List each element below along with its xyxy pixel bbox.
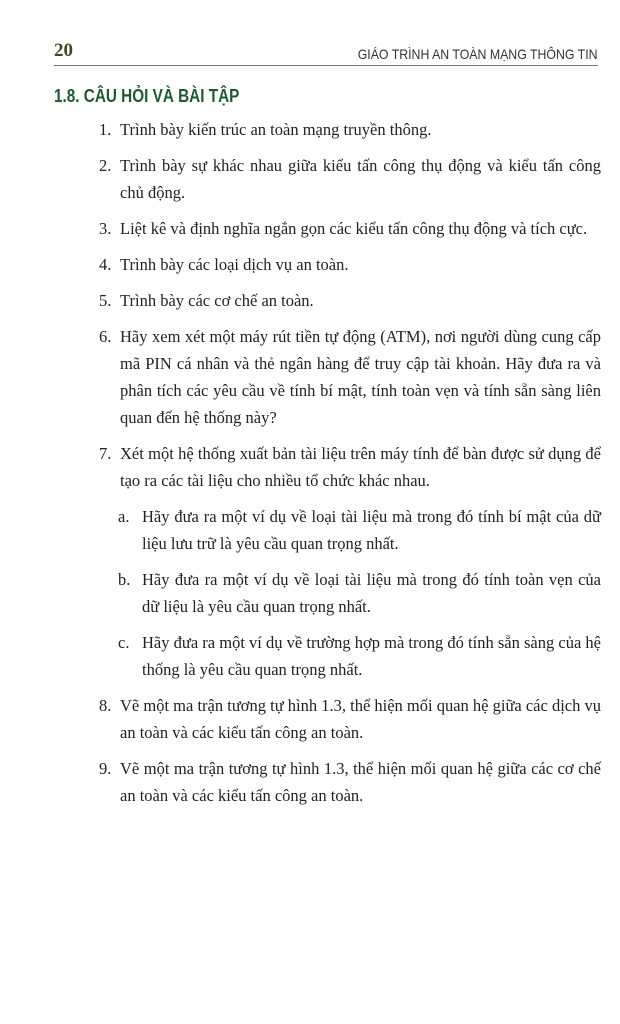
question-item — [101, 152, 601, 206]
sub-question-item — [120, 566, 601, 620]
question-text: Liệt kê và định nghĩa ngắn gọn các kiểu tấn công thụ động và tích cực. — [120, 219, 588, 238]
question-text: Xét một hệ thống xuất bản tài liệu trên máy tính để bàn được sử dụng để tạo ra các tài liệu cho nhiều tổ chức khác nhau. — [120, 444, 601, 490]
question-number: 8. — [99, 696, 112, 715]
question-text: Hãy xem xét một máy rút tiền tự động (ATM), nơi người dùng cung cấp mã PIN cá nhân và thẻ ngân hàng để truy cập tài khoản. Hãy đưa ra và phân tích các yêu cầu về tính bí mật, tính toàn vẹn và tính sẵn sàng liên quan đến hệ thống này? — [120, 327, 601, 427]
sub-question-list — [120, 503, 601, 683]
sub-question-letter: c. — [118, 633, 130, 652]
running-header — [54, 36, 598, 66]
question-text: Vẽ một ma trận tương tự hình 1.3, thể hiện mối quan hệ giữa các dịch vụ an toàn và các kiểu tấn công an toàn. — [120, 696, 601, 742]
question-number: 6. — [99, 327, 112, 346]
question-number: 4. — [99, 255, 112, 274]
question-item — [101, 755, 601, 809]
running-title: GIÁO TRÌNH AN TOÀN MẠNG THÔNG TIN — [358, 46, 598, 62]
question-item — [101, 692, 601, 746]
sub-question-text: Hãy đưa ra một ví dụ về loại tài liệu mà trong đó tính bí mật của dữ liệu lưu trữ là yêu cầu quan trọng nhất. — [142, 507, 601, 553]
question-number: 9. — [99, 759, 112, 778]
question-text: Vẽ một ma trận tương tự hình 1.3, thể hiện mối quan hệ giữa các cơ chế an toàn và các kiểu tấn công an toàn. — [120, 759, 601, 805]
sub-question-letter: b. — [118, 570, 131, 589]
sub-question-text: Hãy đưa ra một ví dụ về loại tài liệu mà trong đó tính toàn vẹn của dữ liệu là yêu cầu quan trọng nhất. — [142, 570, 601, 616]
question-text: Trình bày kiến trúc an toàn mạng truyền thông. — [120, 120, 432, 139]
sub-question-text: Hãy đưa ra một ví dụ về trường hợp mà trong đó tính sẵn sàng của hệ thống là yêu cầu quan trọng nhất. — [142, 633, 601, 679]
sub-question-letter: a. — [118, 507, 130, 526]
question-item — [101, 251, 601, 278]
question-number: 2. — [99, 156, 112, 175]
sub-question-item — [120, 503, 601, 557]
question-number: 5. — [99, 291, 112, 310]
question-item — [101, 287, 601, 314]
question-number: 1. — [99, 120, 112, 139]
question-number: 3. — [99, 219, 112, 238]
question-text: Trình bày các cơ chế an toàn. — [120, 291, 314, 310]
question-item — [101, 323, 601, 431]
question-item — [101, 440, 601, 683]
question-list — [101, 116, 601, 818]
question-item — [101, 116, 601, 143]
question-item — [101, 215, 601, 242]
question-text: Trình bày sự khác nhau giữa kiểu tấn công thụ động và kiểu tấn công chủ động. — [120, 156, 601, 202]
question-number: 7. — [99, 444, 112, 463]
question-text: Trình bày các loại dịch vụ an toàn. — [120, 255, 349, 274]
section-title: 1.8. CÂU HỎI VÀ BÀI TẬP — [54, 86, 240, 106]
sub-question-item — [120, 629, 601, 683]
page-number: 20 — [54, 40, 73, 61]
